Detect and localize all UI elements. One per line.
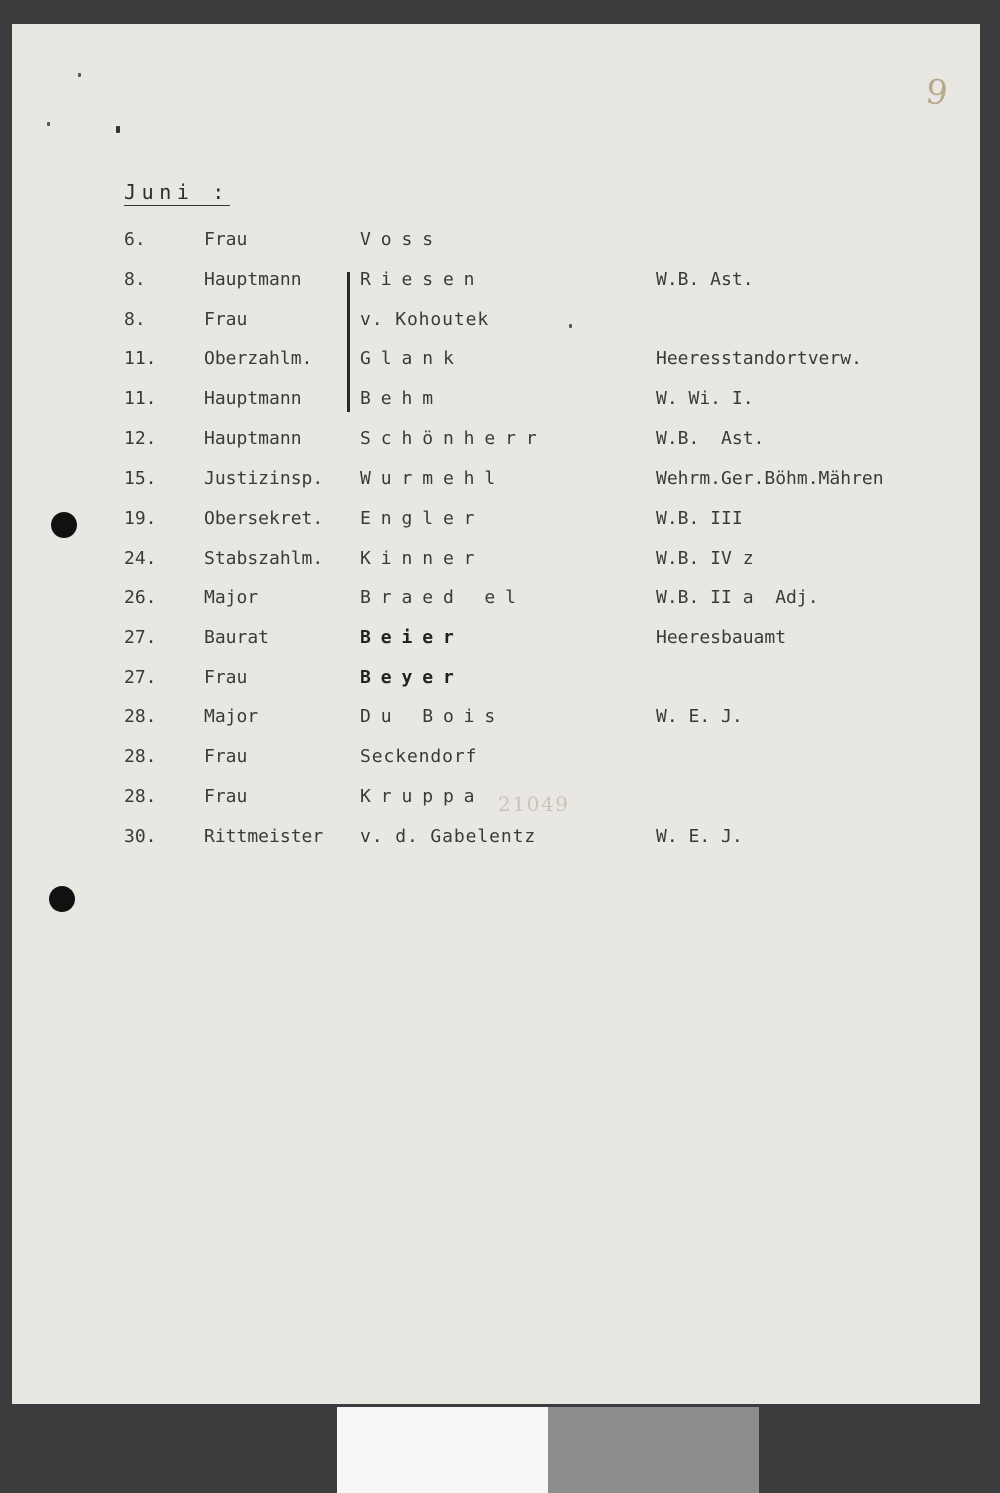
entry-row (0, 309, 1000, 349)
month-heading: Juni : (124, 180, 230, 204)
entry-day: 8. (124, 309, 146, 330)
color-calibration-white (337, 1407, 548, 1493)
entry-day: 27. (124, 667, 157, 688)
entry-row (0, 468, 1000, 508)
entry-unit: Heeresbauamt (656, 627, 787, 648)
entry-rank: Major (204, 587, 259, 608)
entry-name: Du Bois (360, 706, 506, 727)
entry-unit: W.B. II a Adj. (656, 587, 819, 608)
entry-name: Glank (360, 348, 464, 369)
entry-day: 6. (124, 229, 146, 250)
entry-unit: W.B. III (656, 508, 743, 529)
entry-rank: Baurat (204, 627, 270, 648)
entry-name: Riesen (360, 269, 485, 290)
faint-stamp: 21049 (498, 792, 570, 816)
entry-name: Engler (360, 508, 485, 529)
entry-row (0, 508, 1000, 548)
entry-row (0, 388, 1000, 428)
entry-rank: Frau (204, 309, 248, 330)
entry-row (0, 706, 1000, 746)
entry-name: v. Kohoutek (360, 309, 490, 330)
entry-row (0, 667, 1000, 707)
entry-name: v. d. Gabelentz (360, 826, 537, 847)
entry-row (0, 786, 1000, 826)
entry-unit: Wehrm.Ger.Böhm.Mähren (656, 468, 884, 489)
entry-rank: Justizinsp. (204, 468, 324, 489)
entry-rank: Frau (204, 786, 248, 807)
entry-day: 30. (124, 826, 157, 847)
entry-unit: W. E. J. (656, 706, 743, 727)
entry-rank: Rittmeister (204, 826, 324, 847)
entry-unit: W. E. J. (656, 826, 743, 847)
entry-row (0, 348, 1000, 388)
entry-unit: W.B. IV z (656, 548, 754, 569)
entry-name: Braed el (360, 587, 526, 608)
entry-name: Beier (360, 627, 464, 648)
entry-name: Schönherr (360, 428, 547, 449)
punch-hole (51, 512, 77, 538)
entry-unit: W.B. Ast. (656, 269, 754, 290)
entry-rank: Frau (204, 667, 248, 688)
entry-day: 19. (124, 508, 157, 529)
entry-unit: W. Wi. I. (656, 388, 754, 409)
punch-hole (49, 886, 75, 912)
entry-rank: Oberzahlm. (204, 348, 313, 369)
entry-row (0, 229, 1000, 269)
entry-row (0, 826, 1000, 866)
paper-speck (78, 73, 81, 77)
entry-rank: Frau (204, 229, 248, 250)
entry-name: Voss (360, 229, 443, 250)
entry-rank: Major (204, 706, 259, 727)
entry-name: Beyer (360, 667, 464, 688)
entry-row (0, 269, 1000, 309)
entry-day: 12. (124, 428, 157, 449)
entry-name: Wurmehl (360, 468, 506, 489)
handwritten-page-number: 9 (923, 71, 951, 115)
entry-day: 11. (124, 348, 157, 369)
entry-name: Behm (360, 388, 443, 409)
entry-day: 28. (124, 706, 157, 727)
entry-day: 24. (124, 548, 157, 569)
entry-name: Kinner (360, 548, 485, 569)
entry-row (0, 627, 1000, 667)
entry-row (0, 746, 1000, 786)
entry-name: Seckendorf (360, 746, 478, 767)
paper-speck (47, 122, 50, 126)
color-calibration-grey (548, 1407, 759, 1493)
entry-rank: Frau (204, 746, 248, 767)
entry-day: 27. (124, 627, 157, 648)
entry-rank: Hauptmann (204, 428, 302, 449)
entry-day: 8. (124, 269, 146, 290)
entry-day: 15. (124, 468, 157, 489)
entry-rank: Stabszahlm. (204, 548, 324, 569)
entry-unit: W.B. Ast. (656, 428, 765, 449)
entry-rank: Hauptmann (204, 388, 302, 409)
entry-day: 28. (124, 746, 157, 767)
entry-row (0, 428, 1000, 468)
entry-rank: Hauptmann (204, 269, 302, 290)
entry-name: Kruppa (360, 786, 485, 807)
entry-row (0, 587, 1000, 627)
paper-speck (116, 126, 120, 133)
entry-day: 28. (124, 786, 157, 807)
entry-day: 11. (124, 388, 157, 409)
entry-row (0, 548, 1000, 588)
entry-unit: Heeresstandortverw. (656, 348, 862, 369)
entry-rank: Obersekret. (204, 508, 324, 529)
entry-day: 26. (124, 587, 157, 608)
